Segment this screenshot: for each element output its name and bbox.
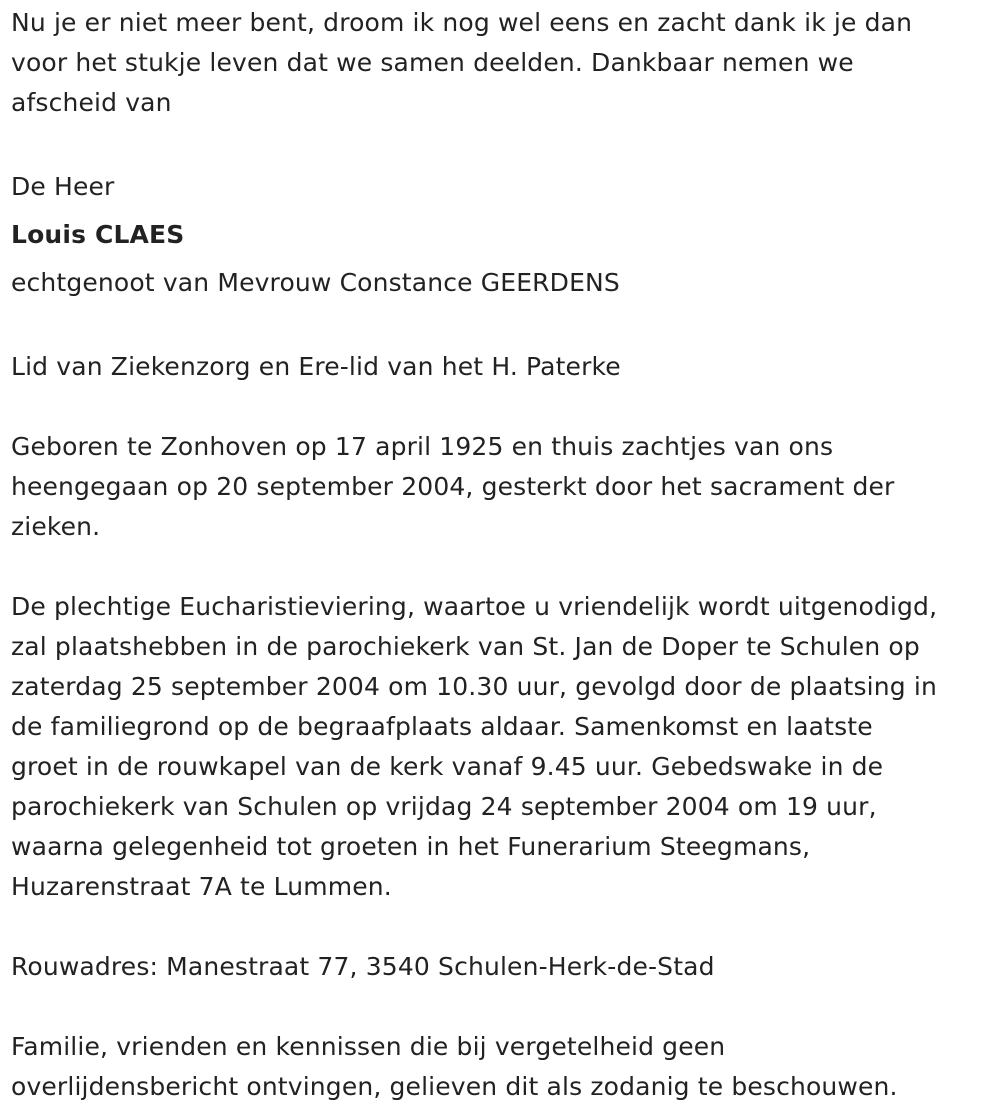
- intro-line: voor het stukje leven dat we samen deelden. Dankbaar nemen we: [11, 48, 854, 77]
- spouse-line: echtgenoot van Mevrouw Constance GEERDENS: [11, 268, 620, 297]
- closing-paragraph: [11, 1027, 991, 1107]
- intro-paragraph: [11, 3, 991, 123]
- ceremony-line: parochiekerk van Schulen op vrijdag 24 september 2004 om 19 uur,: [11, 792, 877, 821]
- spacer: [11, 907, 991, 947]
- salutation: De Heer: [11, 172, 115, 201]
- ceremony-line: Huzarenstraat 7A te Lummen.: [11, 872, 392, 901]
- ceremony-line: groet in de rouwkapel van de kerk vanaf 9.45 uur. Gebedswake in de: [11, 752, 884, 781]
- intro-line: Nu je er niet meer bent, droom ik nog wel eens en zacht dank ik je dan: [11, 8, 913, 37]
- birth-death-line: Geboren te Zonhoven op 17 april 1925 en thuis zachtjes van ons: [11, 432, 834, 461]
- spacer: [11, 123, 991, 163]
- address-line: Rouwadres: Manestraat 77, 3540 Schulen-Herk-de-Stad: [11, 952, 715, 981]
- birth-death-line: zieken.: [11, 512, 101, 541]
- membership-line: Lid van Ziekenzorg en Ere-lid van het H. Paterke: [11, 352, 621, 381]
- spacer: [11, 307, 991, 347]
- ceremony-line: De plechtige Eucharistieviering, waartoe u vriendelijk wordt uitgenodigd,: [11, 592, 938, 621]
- spacer: [11, 987, 991, 1027]
- closing-line: Familie, vrienden en kennissen die bij vergetelheid geen: [11, 1032, 726, 1061]
- spacer: [11, 387, 991, 427]
- birth-death-line: heengegaan op 20 september 2004, gesterkt door het sacrament der: [11, 472, 895, 501]
- birth-death-paragraph: [11, 427, 991, 547]
- spacer: [11, 547, 991, 587]
- intro-line: afscheid van: [11, 88, 172, 117]
- closing-line: overlijdensbericht ontvingen, gelieven dit als zodanig te beschouwen.: [11, 1072, 898, 1101]
- obituary-notice: [11, 3, 991, 1107]
- ceremony-paragraph: [11, 587, 991, 907]
- ceremony-line: zal plaatshebben in de parochiekerk van St. Jan de Doper te Schulen op: [11, 632, 920, 661]
- deceased-name: Louis CLAES: [11, 220, 185, 249]
- ceremony-line: de familiegrond op de begraafplaats aldaar. Samenkomst en laatste: [11, 712, 873, 741]
- ceremony-line: waarna gelegenheid tot groeten in het Funerarium Steegmans,: [11, 832, 811, 861]
- ceremony-line: zaterdag 25 september 2004 om 10.30 uur, gevolgd door de plaatsing in: [11, 672, 937, 701]
